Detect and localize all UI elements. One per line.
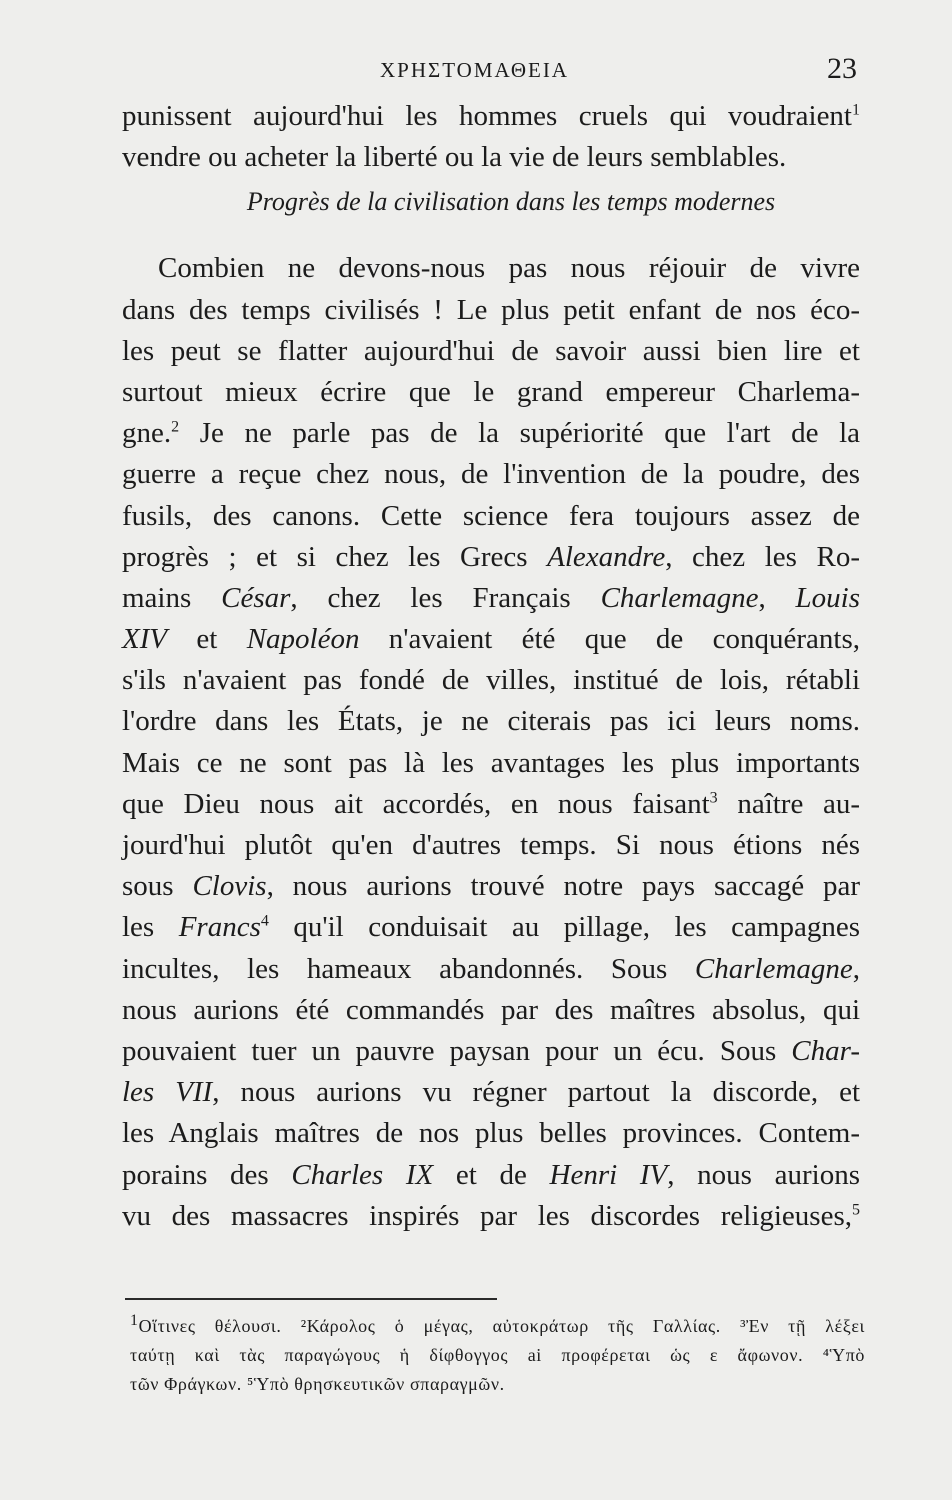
text-line: s'ils n'avaient pas fondé de villes, institué de lois, rétabli — [122, 664, 860, 697]
text-line: pouvaient tuer un pauvre paysan pour un écu. Sous Char- — [122, 1034, 860, 1067]
text-line: sous Clovis, nous aurions trouvé notre pays saccagé par — [122, 870, 860, 903]
proper-name: Henri IV — [549, 1158, 668, 1191]
proper-name: César — [221, 581, 291, 614]
text-line: nous aurions été commandés par des maîtres absolus, qui — [122, 993, 860, 1026]
proper-name: Louis — [795, 581, 861, 614]
footnote-line: $^1$Οἵτινες θέλουσι. ²Κάρολος ὁ μέγας, αὐτοκράτωρ τῆς Γαλλίας. ³Ἐν τῇ λέξει — [130, 1312, 865, 1336]
proper-name: Charlemagne — [694, 952, 853, 985]
text-line: vendre ou acheter la liberté ou la vie de leurs semblables. — [122, 141, 787, 174]
text-line: incultes, les hameaux abandonnés. Sous Charlemagne, — [122, 952, 860, 985]
note-ref: 5 — [852, 1201, 860, 1219]
footnote-marker: 1 — [130, 1312, 139, 1329]
main-text — [122, 96, 860, 1237]
page-number: 23 — [827, 52, 857, 85]
text-line: les peut se flatter aujourd'hui de savoir aussi bien lire et — [122, 334, 860, 367]
proper-name: Francs — [178, 911, 261, 944]
text-line: que Dieu nous ait accordés, en nous faisant$^3$ naître au- — [122, 787, 861, 820]
running-head — [0, 52, 952, 92]
text-line: vu des massacres inspirés par les discordes religieuses,$^5$ — [122, 1199, 860, 1232]
section-heading: Progrès de la civilisation dans les temps modernes — [246, 187, 776, 217]
footnote-line: ταύτῃ καὶ τὰς παραγώγους ἡ δίφθογγος ai προφέρεται ὡς ε ἄφωνον. ⁴Ὑπὸ — [130, 1345, 865, 1365]
note-ref: 4 — [260, 912, 269, 930]
proper-name: Char- — [791, 1034, 860, 1067]
note-ref: 2 — [171, 418, 180, 436]
proper-name: XIV — [122, 623, 168, 656]
proper-name: Charles IX — [291, 1158, 434, 1191]
proper-name: les VII — [122, 1076, 213, 1109]
proper-name: Alexandre — [547, 540, 666, 573]
proper-name: Napoléon — [246, 623, 360, 656]
text-line: dans des temps civilisés ! Le plus petit enfant de nos éco- — [122, 293, 860, 326]
text-line: Combien ne devons-nous pas nous réjouir de vivre — [158, 252, 860, 285]
running-title: ΧΡΗΣΤΟΜΑΘΕΙΑ — [380, 58, 569, 82]
proper-name: Charlemagne — [600, 581, 759, 614]
proper-name: Clovis — [192, 870, 267, 903]
text-line: les VII, nous aurions vu régner partout la discorde, et — [122, 1076, 860, 1109]
text-line: les Anglais maîtres de nos plus belles provinces. Contem- — [122, 1117, 860, 1150]
text-line: surtout mieux écrire que le grand empereur Charlema- — [122, 375, 860, 408]
text-line: gne.$^2$ Je ne parle pas de la supériorité que l'art de la — [122, 417, 860, 450]
footnote-line: τῶν Φράγκων. ⁵Ὑπὸ θρησκευτικῶν σπαραγμῶν. — [130, 1374, 505, 1394]
text-line: les Francs$^4$ qu'il conduisait au pillage, les campagnes — [122, 911, 860, 944]
footnote-rule — [125, 1298, 497, 1300]
text-line: progrès ; et si chez les Grecs Alexandre, chez les Ro- — [122, 540, 860, 573]
note-ref: 1 — [852, 101, 860, 119]
text-line: jourd'hui plutôt qu'en d'autres temps. Si nous étions nés — [122, 829, 860, 861]
text-line: l'ordre dans les États, je ne citerais pas ici leurs noms. — [122, 705, 860, 738]
note-ref: 3 — [709, 789, 718, 807]
text-line: mains César, chez les Français Charlemagne, Louis — [122, 581, 861, 614]
text-line: XIV et Napoléon n'avaient été que de conquérants, — [122, 623, 860, 656]
text-line: porains des Charles IX et de Henri IV, nous aurions — [122, 1158, 860, 1191]
text-line: guerre a reçue chez nous, de l'invention de la poudre, des — [122, 458, 860, 491]
footnotes — [130, 1312, 865, 1399]
text-line: punissent aujourd'hui les hommes cruels qui voudraient$^1$ — [122, 100, 860, 132]
text-line: fusils, des canons. Cette science fera toujours assez de — [122, 499, 860, 532]
text-line: Mais ce ne sont pas là les avantages les plus importants — [122, 746, 860, 779]
